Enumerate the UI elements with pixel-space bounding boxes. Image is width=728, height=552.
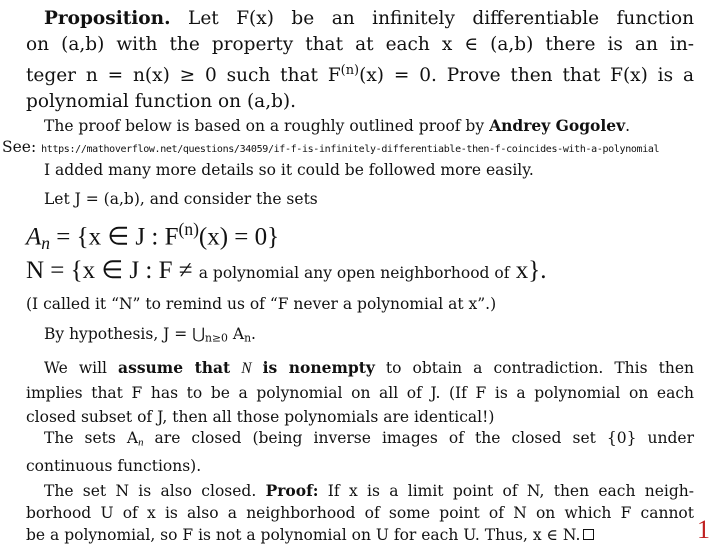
proposition-line-4: polynomial function on (a,b).	[26, 91, 297, 113]
set-n-line	[26, 254, 694, 290]
set-an-formula-a: = {x ∈ J : F	[50, 223, 179, 251]
source-link[interactable]: https://mathoverflow.net/questions/34059/if-f-is-infinitely-differentiable-then-f-coincides-with-a-polynomial	[41, 144, 660, 155]
proof-label: Proof:	[265, 481, 319, 500]
closed-sets-line-2: continuous functions).	[26, 456, 202, 475]
assumption-pre: We will	[44, 359, 108, 377]
see-label: See:	[2, 138, 37, 156]
union-index: n≥0	[204, 331, 228, 345]
n-closed-line-1	[26, 480, 694, 502]
n-closed-paragraph	[26, 480, 694, 546]
sets-intro	[26, 187, 694, 212]
page-number: 1	[697, 515, 710, 544]
hypothesis-set: A	[227, 325, 245, 343]
hypothesis-paragraph	[26, 322, 694, 351]
set-n-definition	[26, 254, 694, 290]
credit-line-1	[26, 115, 694, 137]
assumption-bold-1: assume that	[118, 358, 231, 377]
proposition-paragraph	[26, 6, 694, 115]
n-closed-text-3: be a polynomial, so F is not a polynomial on U for each U. Thus, x ∈ N.	[26, 526, 581, 544]
proposition-line-1	[26, 6, 694, 32]
proposition-text-1: Let F(x) be an infinitely differentiable function	[188, 8, 695, 29]
assumption-bold-2: is nonempty	[262, 358, 375, 377]
closed-sets-line-1	[26, 427, 694, 455]
hypothesis-set-subscript: n	[244, 331, 252, 345]
assumption-post: to obtain a contradiction. This then	[385, 359, 694, 377]
credit-paragraph	[2, 115, 694, 181]
credit-period: .	[625, 117, 631, 135]
credit-note: I added many more details so it could be followed more easily.	[44, 161, 534, 179]
set-n-condition: a polynomial any open neighborhood of	[198, 264, 510, 282]
set-an-symbol: A	[26, 223, 42, 251]
closed-sets-text-b: are closed (being inverse images of the closed set {0} under	[154, 429, 694, 447]
set-an-formula-b: (x) = 0}	[198, 223, 280, 251]
assumption-paragraph	[26, 356, 694, 429]
n-closed-post: If x is a limit point of N, then each neigh-	[327, 482, 695, 500]
set-an-subscript: n	[41, 233, 51, 253]
closed-sets-paragraph	[26, 427, 694, 478]
proposition-derivative-order: (n)	[340, 63, 360, 78]
credit-text: The proof below is based on a roughly outlined proof by	[44, 117, 485, 135]
assumption-symbol: N	[241, 360, 252, 377]
proposition-line-2: on (a,b) with the property that at each x ∈ (a,b) there is an in-	[26, 34, 694, 55]
hypothesis-line	[26, 322, 694, 351]
credit-author: Andrey Gogolev	[489, 116, 626, 135]
assumption-line-2: implies that F has to be a polynomial on all of J. (If F is a polynomial on each	[26, 384, 694, 402]
proposition-text-3a: teger n = n(x) ≥ 0 such that F	[26, 65, 341, 87]
proposition-line-3	[26, 58, 694, 89]
hypothesis-end: .	[251, 325, 256, 343]
assumption-line-1	[26, 356, 694, 381]
proposition-label: Proposition.	[44, 8, 171, 29]
credit-line-2	[2, 137, 694, 160]
closed-sets-text: The sets A	[44, 429, 139, 447]
set-an-line	[26, 212, 694, 260]
set-an-superscript: (n)	[178, 219, 199, 239]
hypothesis-text: By hypothesis, J =	[44, 325, 193, 343]
set-n-formula-b: x}.	[509, 257, 547, 284]
n-closed-pre: The set N is also closed.	[44, 482, 257, 500]
n-closed-line-3	[26, 524, 694, 546]
set-an-definition	[26, 212, 694, 260]
qed-icon	[583, 529, 594, 540]
n-closed-line-2: borhood U of x is also a neighborhood of some point of N on which F cannot	[26, 504, 694, 522]
closed-sets-subscript: n	[138, 436, 144, 449]
sets-intro-text: Let J = (a,b), and consider the sets	[44, 190, 318, 208]
set-n-formula-a: N = {x ∈ J : F ≠	[26, 257, 199, 284]
proposition-text-3b: (x) = 0. Prove then that F(x) is a	[359, 65, 694, 87]
union-symbol: ⋃	[192, 325, 205, 343]
assumption-line-3: closed subset of J, then all those polynomials are identical!)	[26, 408, 495, 426]
set-n-remark-text: (I called it “N” to remind us of “F never a polynomial at x”.)	[26, 295, 497, 313]
set-n-remark	[26, 292, 694, 317]
